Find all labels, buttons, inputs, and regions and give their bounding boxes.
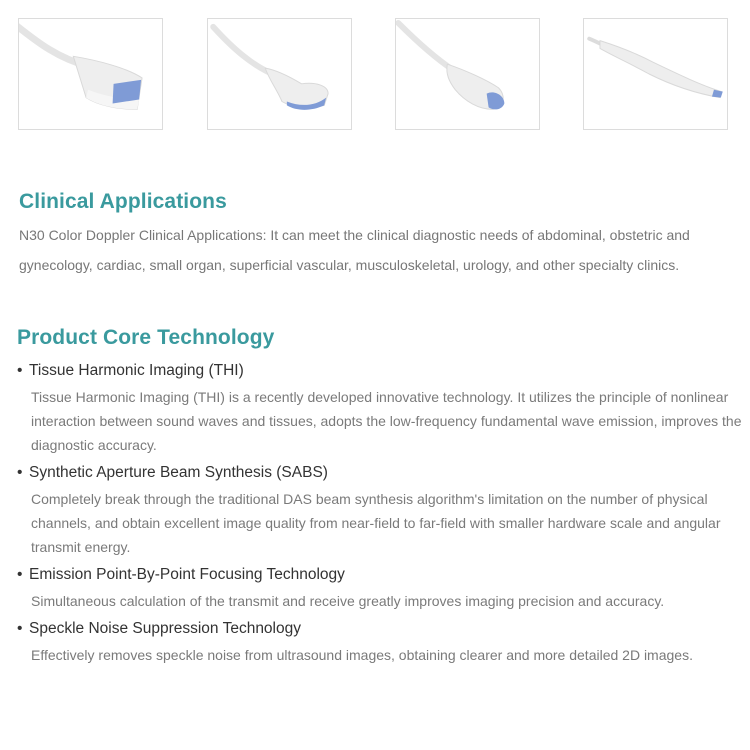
clinical-applications-heading: Clinical Applications — [19, 190, 227, 213]
convex-probe-icon — [19, 19, 162, 129]
bullet-icon: • — [17, 620, 23, 637]
technology-item-description: Simultaneous calculation of the transmit and receive greatly improves imaging precision and accuracy. — [31, 593, 665, 609]
core-technology-heading: Product Core Technology — [17, 326, 275, 349]
technology-item-title — [17, 362, 244, 380]
probe-image-micro-convex — [207, 18, 352, 130]
clinical-applications-text: N30 Color Doppler Clinical Applications: It can meet the clinical diagnostic needs of abdominal, obstetric and gynecology, cardiac, small organ, superficial vascular, musculoskeletal, urology, and other specialty clinics. — [19, 227, 690, 273]
bullet-icon: • — [17, 362, 23, 379]
technology-item-title — [17, 464, 328, 482]
probe-image-intracavity — [583, 18, 728, 130]
bullet-icon: • — [17, 566, 23, 583]
technology-item-description: Effectively removes speckle noise from ultrasound images, obtaining clearer and more detailed 2D images. — [31, 647, 693, 663]
technology-item-title-text: Emission Point-By-Point Focusing Technology — [29, 566, 345, 583]
technology-item-title-text: Synthetic Aperture Beam Synthesis (SABS) — [29, 464, 328, 481]
technology-item-description: Tissue Harmonic Imaging (THI) is a recently developed innovative technology. It utilizes the principle of nonlinear interaction between sound waves and tissues, adopts the low-frequency fundamental wave emission, improves the diagnostic accuracy. — [31, 389, 742, 453]
probe-image-convex — [18, 18, 163, 130]
phased-array-probe-icon — [396, 19, 539, 129]
micro-convex-probe-icon — [208, 19, 351, 129]
technology-item-title-text: Speckle Noise Suppression Technology — [29, 620, 301, 637]
bullet-icon: • — [17, 464, 23, 481]
technology-item-title — [17, 566, 345, 584]
probe-image-phased-array — [395, 18, 540, 130]
probe-gallery — [0, 0, 750, 140]
technology-item-title-text: Tissue Harmonic Imaging (THI) — [29, 362, 244, 379]
intracavity-probe-icon — [584, 19, 727, 129]
technology-item-title — [17, 620, 301, 638]
technology-item-description: Completely break through the traditional DAS beam synthesis algorithm's limitation on the number of physical channels, and obtain excellent image quality from near-field to far-field with smaller hardware scale and angular transmit energy. — [31, 491, 721, 555]
